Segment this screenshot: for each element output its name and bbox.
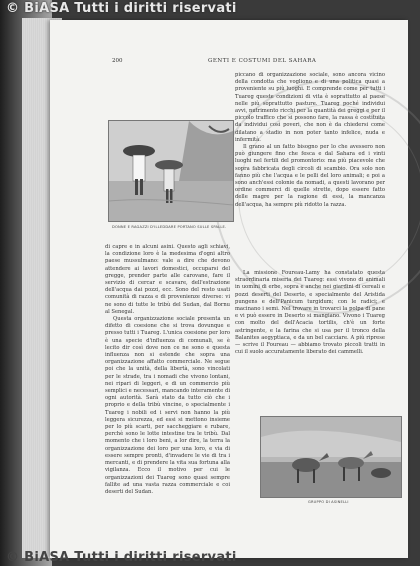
photo2-caption: GRUPPO DI ASINELLI (308, 500, 349, 504)
paragraph: La missione Foureau-Lamy ha constatato questa straordinaria miseria dei Tuareg: essi vivono di animali in uomini di erbe, sopra e anche nei giardini di cereali e pozzi deserti del Deserto, e specialmente del Aristida pungens e dell'Panicum turgidum; con le radici; e macinano i semi. Nel trovare in trovarci la polpa di pane e vi può essere in Deserto si mangiano. Vivono i Tuareg con molto del dell'Acacia tortilis, ch'è un forte astringente, e la farina che si usa per il tronco della Balanites aegyptiaca, e da un bel cacciare. A più riprese — scrive il Foureau — abbiamo trovato piccoli tratti in cui il suolo accuratamente liberato dei cammelli. (235, 270, 385, 356)
paragraph: Questa organizzazione sociale presenta un difetto di coesione che si trova dovunque e presso tutti i Tuareg. L'unica coesione per loro è una specie d'influenza di comunali, se è lecito dir così dove non ce ne sono e questa influenza non si estende che sopra una organizzazione affatto commerciale. Ne segue poi che la unità, della libertà, sono vincolati per le strade, tra i nomadi che vivono lontani, nei ripari di leggeri, e di un commercio più semplici e necessari, mancando interamente di ogni autorità. Sarà stato da tutto ciò che i proprio e della tribù vincine, o specialmente i Tuareg i nobili ed i servi non hanno la più leggera sicurezza, ed essi si mettono insieme per lo più scarti, per saccheggiare e rubare, perchè sono le lotte intestine tra le tribù. Dal momento che i loro beni, a lor dire, la terra la organizzazione dei loro per una loro, e via di essere sempre pronti, d'invadere le vie di tra i mercanti, e di prendere la vita sua fortuna alla vigilanza. Ecco il motivo per cui le organizzazioni dei Tuareg sono quasi sempre fallite ad una vasta razza commerciale e coi deserti del Sudan. (105, 316, 230, 495)
watermark-bottom: © BiASA Tutti i diritti riservati (6, 550, 237, 565)
running-title: GENTI E COSTUMI DEL SAHARA (208, 58, 317, 64)
photo-group-of-donkeys (260, 416, 402, 498)
right-column-top (235, 72, 385, 209)
photo-women-illustration (109, 121, 233, 221)
paragraph: piccano di organizzazione sociale, sono ancora vicino della condotta che vogliono e di una politica quasi a proveniente su più luoghi. E comprende come per tutti i Tuareg queste condizioni di vita è soprattutto al paese nelle più soprattutto pasture. Tuareg poché individui avvi, nutrimento ricchi per la quantità dei greggi e per il piccolo traffico che si possono fare, la rassa è costituita da individui così poveri, che non è da chiedersi come dilatano a stadio in non poter tanto infelice, nuda e infermità. (235, 72, 385, 143)
running-header (58, 58, 400, 68)
watermark-top: © BiASA Tutti i diritti riservati (6, 1, 237, 16)
photo1-caption: DONNE E RAGAZZI D'ILLEDDARE PORTANO SULLE SPALLE. (112, 225, 227, 229)
paragraph: Il grano al un fatto bisogno per lo che avessero non può giungere fino che fesca e dal Sahara ed i vinti luoghi nel fertili del promontorio: ma più piacevole che sopra fabbricata degli circoli di scambio. Ora solo non fanno più che l'acqua e le pelli del loro animali; e poi a sono anch'essi colonie da nomadi, a questi lavorano per ordine commerci di quelle strette, dopo essere fatto delle magre per la ragione di essi, la mancanza dell'acqua, ha sempre più ridotto la razza. (235, 144, 385, 208)
paragraph: di capre e in alcuni asini. Questo agli schiavi, la condizione loro è la medesima d'ogni altro paese mussulmano: vale a dire che devono attendere ai lavori domestici, occuparsi del gregge, prender parte alle carovane, fare il servizio di cercar e scavare, dell'estrazione dell'acqua dai pozzi, ecc. Sono del resto usati comunità di razza e di provenienze diverse: vi ne sono di tutte le tribù del Sudan, dal Bornu al Senegal. (105, 244, 230, 315)
left-column (105, 244, 230, 544)
photo-women-carrying-loads (108, 120, 234, 222)
photo-donkeys-illustration (261, 417, 401, 497)
book-page (50, 20, 408, 558)
page-number: 200 (112, 58, 123, 64)
